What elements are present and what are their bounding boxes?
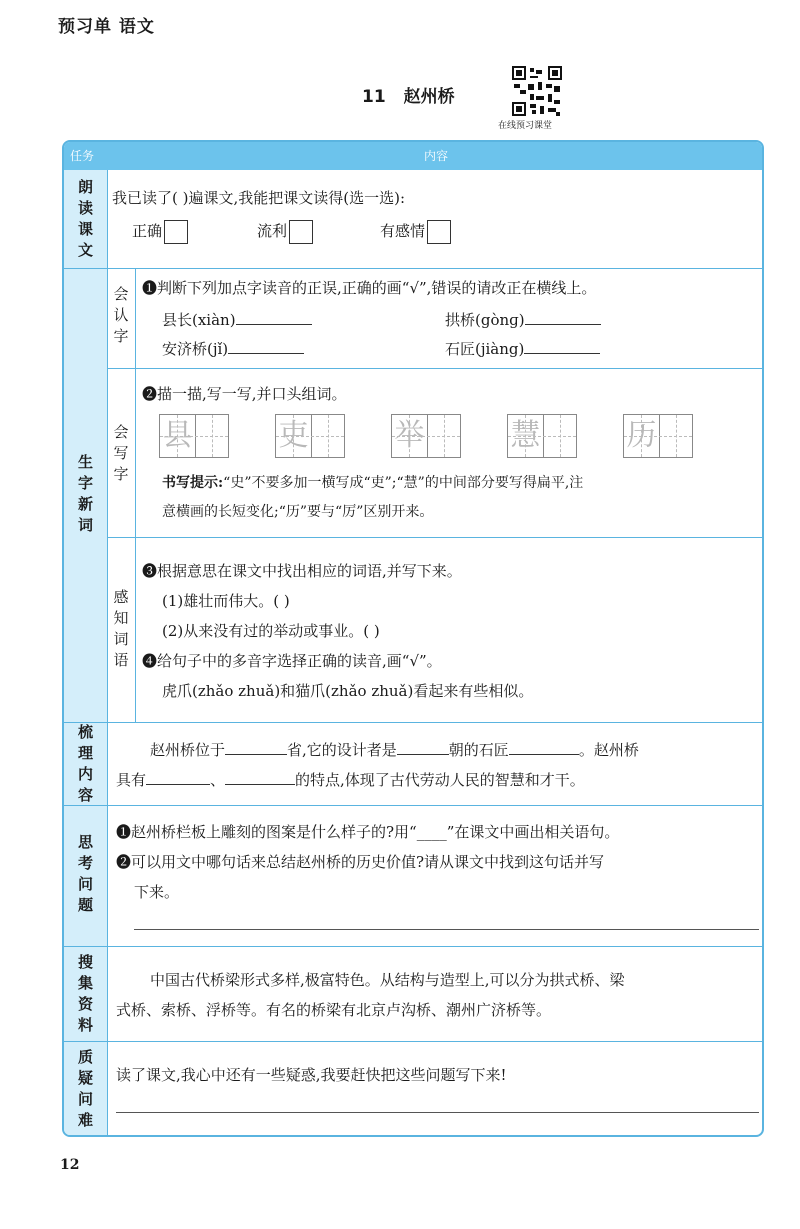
answer-blank[interactable]: [525, 324, 601, 325]
question-label: 质疑问难: [77, 1048, 93, 1129]
reading-option-expressive[interactable]: 有感情: [380, 220, 451, 244]
summary-label: 梳理内容: [77, 723, 93, 804]
recognize-item-1: 县长(xiàn): [162, 309, 312, 330]
answer-blank[interactable]: [225, 784, 295, 785]
lesson-name: 赵州桥: [403, 87, 455, 107]
writing-grid-4[interactable]: 慧: [507, 414, 577, 458]
recognize-instruction: ❶判断下列加点字读音的正误,正确的画“√”,错误的请改正在横线上。: [142, 279, 597, 297]
write-instruction: ❷描一描,写一写,并口头组词。: [142, 385, 347, 403]
writing-grid-3[interactable]: 举: [391, 414, 461, 458]
thinking-q1: ❶赵州桥栏板上雕刻的图案是什么样子的?用“____”在课文中画出相关语句。: [116, 823, 620, 841]
table-header-row: [64, 142, 762, 170]
page-number: 12: [60, 1157, 80, 1173]
q4-sentence[interactable]: 虎爪(zhǎo zhuǎ)和猫爪(zhǎo zhuǎ)看起来有些相似。: [162, 682, 534, 700]
reading-option-fluent[interactable]: 流利: [257, 220, 313, 244]
question-prompt: 读了课文,我心中还有一些疑惑,我要赶快把这些问题写下来!: [116, 1066, 507, 1084]
recognize-item-2: 拱桥(gònɡ): [445, 309, 601, 330]
content-column-header: 内容: [424, 149, 449, 163]
qr-caption: 在线预习课堂: [498, 121, 553, 131]
collect-line1: 中国古代桥梁形式多样,极富特色。从结构与造型上,可以分为拱式桥、梁: [150, 971, 625, 989]
answer-blank[interactable]: [225, 754, 287, 755]
checkbox-fluent[interactable]: [289, 220, 313, 244]
writing-tip-line1: 书写提示:“史”不要多加一横写成“吏”;“慧”的中间部分要写得扁平,注: [162, 475, 584, 491]
checkbox-correct[interactable]: [164, 220, 188, 244]
lesson-title: [362, 82, 455, 107]
q3-instruction: ❸根据意思在课文中找出相应的词语,并写下来。: [142, 562, 462, 580]
answer-blank[interactable]: [236, 324, 312, 325]
perceive-label: 感知词语: [113, 588, 129, 669]
task-table: [62, 140, 764, 1137]
new-words-label: 生字新词: [77, 453, 93, 534]
thinking-q2-line2: 下来。: [134, 883, 180, 901]
recognize-label: 会认字: [113, 285, 129, 345]
answer-blank[interactable]: [509, 754, 579, 755]
thinking-answer-line[interactable]: [134, 929, 759, 930]
q3-item-2[interactable]: (2)从来没有过的举动或事业。( ): [162, 622, 380, 640]
q4-instruction: ❹给句子中的多音字选择正确的读音,画“√”。: [142, 652, 442, 670]
thinking-label: 思考问题: [77, 833, 93, 914]
q3-item-1[interactable]: (1)雄壮而伟大。( ): [162, 592, 290, 610]
qr-code-icon[interactable]: [512, 66, 562, 116]
writing-grid-1[interactable]: 县: [159, 414, 229, 458]
book-header: 预习单 语文: [58, 17, 155, 37]
writing-grid-2[interactable]: 吏: [275, 414, 345, 458]
reading-prompt: 我已读了( )遍课文,我能把课文读得(选一选):: [112, 189, 405, 207]
write-label: 会写字: [113, 423, 129, 483]
reading-label: 朗读课文: [77, 178, 93, 259]
collect-line2: 式桥、索桥、浮桥等。有名的桥梁有北京卢沟桥、潮州广济桥等。: [116, 1001, 552, 1019]
question-answer-line[interactable]: [116, 1112, 759, 1113]
recognize-item-3: 安济桥(jǐ): [162, 338, 304, 359]
answer-blank[interactable]: [524, 353, 600, 354]
task-column-header: 任务: [70, 149, 95, 163]
answer-blank[interactable]: [228, 353, 304, 354]
answer-blank[interactable]: [397, 754, 449, 755]
summary-line-1: 赵州桥位于 省,它的设计者是 朝的石匠 。赵州桥: [150, 741, 639, 759]
recognize-item-4: 石匠(jiàng): [445, 338, 600, 359]
lesson-number: 11: [362, 87, 386, 107]
writing-grid-5[interactable]: 历: [623, 414, 693, 458]
answer-blank[interactable]: [146, 784, 210, 785]
reading-option-correct[interactable]: 正确: [132, 220, 188, 244]
writing-tip-line2: 意横画的长短变化;“历”要与“厉”区别开来。: [162, 504, 434, 520]
checkbox-expressive[interactable]: [427, 220, 451, 244]
collect-label: 搜集资料: [77, 953, 93, 1034]
summary-line-2: 具有 、 的特点,体现了古代劳动人民的智慧和才干。: [116, 771, 585, 789]
thinking-q2-line1: ❷可以用文中哪句话来总结赵州桥的历史价值?请从课文中找到这句话并写: [116, 853, 605, 871]
